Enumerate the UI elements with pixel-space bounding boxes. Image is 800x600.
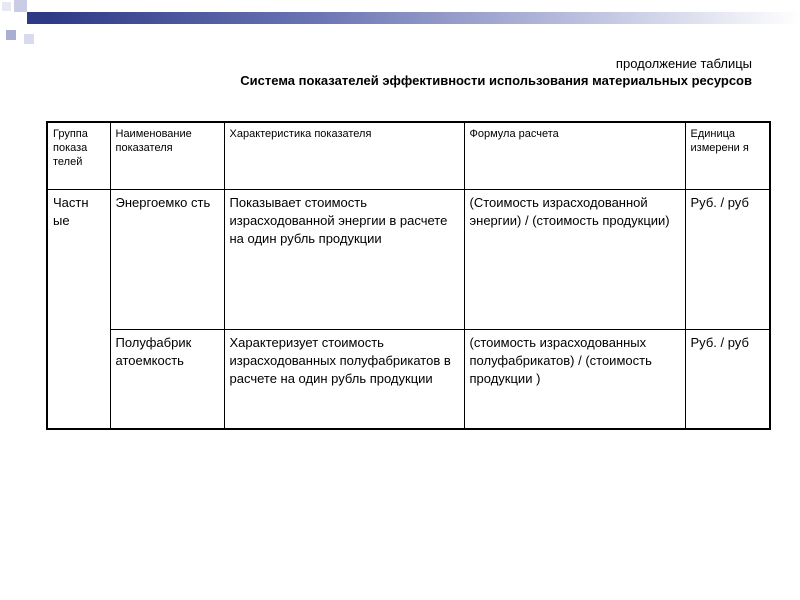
decor-square — [2, 2, 11, 11]
name-cell: Полуфабрик атоемкость — [110, 330, 224, 430]
unit-cell: Руб. / руб — [685, 330, 770, 430]
header-formula: Формула расчета — [464, 122, 685, 190]
table-row — [47, 190, 770, 330]
group-cell: Частн ые — [47, 190, 110, 430]
characteristic-cell: Показывает стоимость израсходованной энергии в расчете на один рубль продукции — [224, 190, 464, 330]
table-row — [47, 330, 770, 430]
decor-square — [6, 30, 16, 40]
continuation-label: продолжение таблицы — [615, 56, 752, 71]
table-header-row — [47, 122, 770, 190]
header-group: Группа показа телей — [47, 122, 110, 190]
characteristic-cell: Характеризует стоимость израсходованных полуфабрикатов в расчете на один рубль продукции — [224, 330, 464, 430]
formula-cell: (стоимость израсходованных полуфабрикатов) / (стоимость продукции ) — [464, 330, 685, 430]
decor-square — [27, 12, 48, 24]
header-decoration — [0, 0, 800, 30]
decor-square — [24, 34, 34, 44]
header-characteristic: Характеристика показателя — [224, 122, 464, 190]
decor-square — [14, 0, 27, 12]
unit-cell: Руб. / руб — [685, 190, 770, 330]
slide-titles — [240, 55, 752, 89]
indicators-table — [46, 121, 771, 430]
header-unit: Единица измерени я — [685, 122, 770, 190]
name-cell: Энергоемко сть — [110, 190, 224, 330]
formula-cell: (Стоимость израсходованной энергии) / (стоимость продукции) — [464, 190, 685, 330]
header-name: Наименование показателя — [110, 122, 224, 190]
table-title: Система показателей эффективности использования материальных ресурсов — [240, 73, 752, 88]
gradient-bar — [48, 12, 800, 24]
